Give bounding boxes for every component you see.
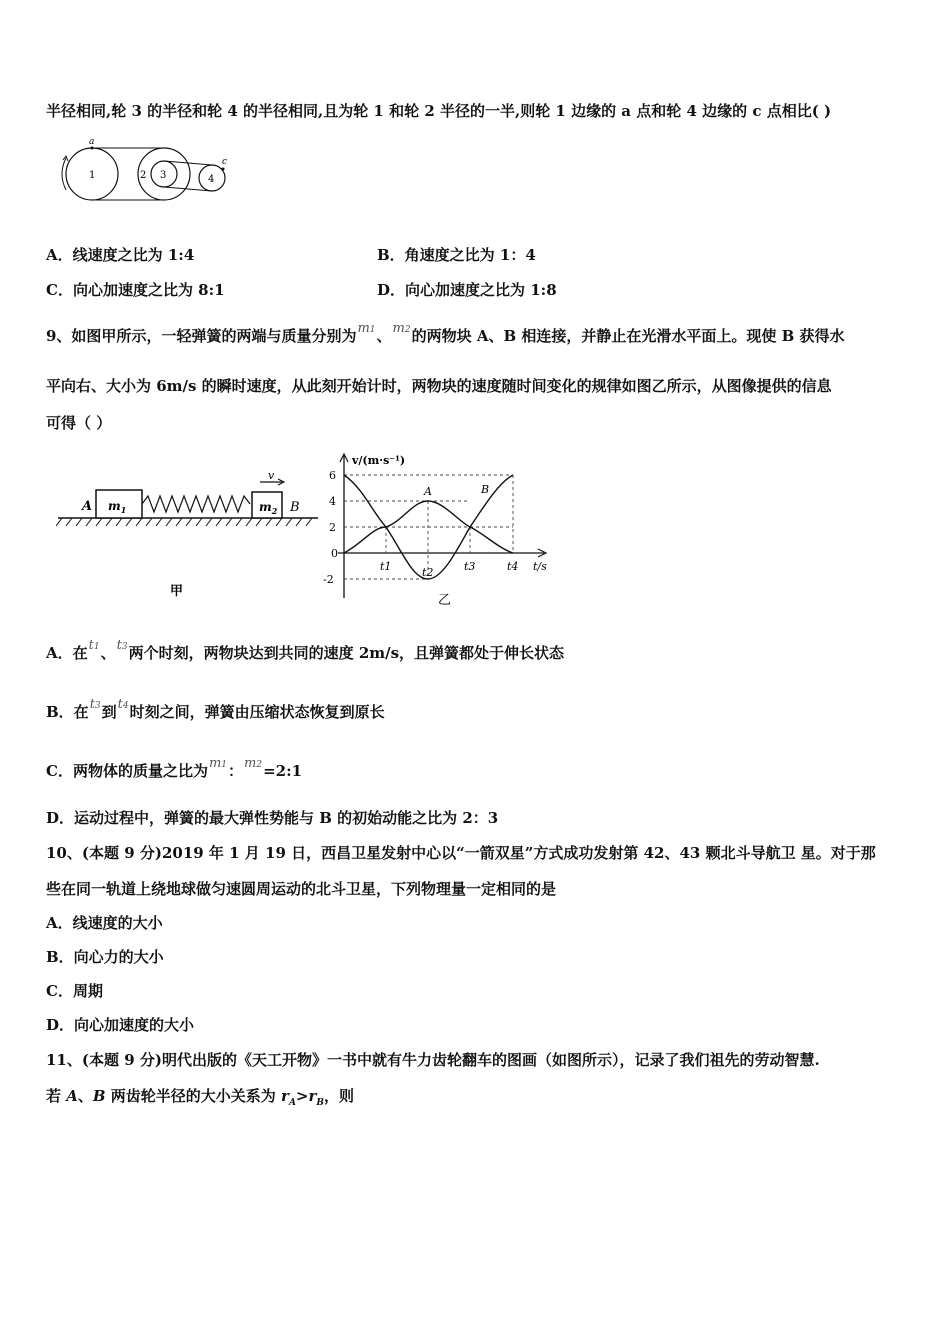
q10-option-c[interactable]: C．周期 (46, 982, 103, 1000)
y-tick-neg2: -2 (323, 573, 334, 586)
q9-stem-line1: 9、如图甲所示，一轻弹簧的两端与质量分别为m1、m2的两物块 A、B 相连接，并静止在光滑水平面上。现使 B 获得水 (46, 321, 845, 345)
label-c: c (222, 157, 228, 167)
x-tick-t2: t2 (422, 566, 434, 579)
q9-stem-line2: 平向右、大小为 6m/s 的瞬时速度，从此刻开始计时，两物块的速度随时间变化的规律如图乙所示，从图像提供的信息 (46, 377, 832, 395)
label-block-b: B (290, 500, 300, 515)
q10-stem-line2: 些在同一轨道上绕地球做匀速圆周运动的北斗卫星，下列物理量一定相同的是 (46, 880, 557, 898)
q9-stem-line3: 可得（ ） (46, 414, 112, 432)
q9-option-a[interactable]: A．在t1、t3两个时刻，两物块达到共同的速度 2m/s，且弹簧都处于伸长状态 (46, 638, 565, 662)
label-wheel-3: 3 (160, 170, 167, 181)
q8-option-a[interactable]: A．线速度之比为 1:4 (46, 246, 195, 264)
curve-b-label: B (481, 483, 490, 496)
caption-yi: 乙 (438, 593, 452, 608)
spring-blocks-figure (56, 470, 322, 610)
q10-option-d[interactable]: D．向心加速度的大小 (46, 1016, 195, 1034)
q11-stem-line2: 若 A、B 两齿轮半径的大小关系为 $r_A>r_B$，则 (46, 1087, 355, 1108)
svg-text:m2: $m_2$ (259, 500, 278, 516)
q10-option-b[interactable]: B．向心力的大小 (46, 948, 164, 966)
y-tick-4: 4 (329, 495, 336, 508)
pulley-figure (52, 136, 242, 206)
label-m2: m (259, 500, 272, 514)
q9-option-c[interactable]: C．两物体的质量之比为m1：m2=2:1 (46, 756, 303, 780)
velocity-time-graph (318, 448, 558, 610)
caption-jia: 甲 (170, 584, 184, 599)
label-wheel-4: 4 (208, 174, 215, 185)
curve-a-label: A (424, 485, 432, 498)
q10-option-a[interactable]: A．线速度的大小 (46, 914, 163, 932)
y-tick-2: 2 (329, 521, 336, 534)
label-wheel-2: 2 (140, 170, 147, 181)
q9-option-d[interactable]: D．运动过程中，弹簧的最大弹性势能与 B 的初始动能之比为 2：3 (46, 809, 499, 827)
q10-stem-line1: 10、(本题 9 分)2019 年 1 月 19 日，西昌卫星发射中心以“一箭双星”方式成功发射第 42、43 颗北斗导航卫 星。对于那 (46, 844, 876, 862)
q8-option-c[interactable]: C．向心加速度之比为 8:1 (46, 281, 225, 299)
label-wheel-1: 1 (89, 170, 96, 181)
label-a: a (89, 137, 95, 147)
x-tick-t3: t3 (464, 560, 476, 573)
q8-option-b[interactable]: B．角速度之比为 1：4 (377, 246, 536, 264)
y-tick-0: 0 (331, 547, 338, 560)
svg-text:m1: $m_1$ (108, 499, 127, 515)
q8-stem: 半径相同,轮 3 的半径和轮 4 的半径相同,且为轮 1 和轮 2 半径的一半,则轮 1 边缘的 a 点和轮 4 边缘的 c 点相比( ) (46, 102, 832, 120)
y-axis-label: v/(m·s⁻¹) (352, 454, 406, 467)
x-tick-t1: t1 (380, 560, 392, 573)
x-axis-label: t/s (533, 560, 547, 573)
q8-option-d[interactable]: D．向心加速度之比为 1:8 (377, 281, 557, 299)
q11-stem-line1: 11、(本题 9 分)明代出版的《天工开物》一书中就有牛力齿轮翻车的图画（如图所示），记录了我们祖先的劳动智慧. (46, 1051, 820, 1069)
label-v: v (268, 470, 275, 482)
q9-option-b[interactable]: B．在t3到t4时刻之间，弹簧由压缩状态恢复到原长 (46, 697, 385, 721)
x-tick-t4: t4 (507, 560, 519, 573)
spring (142, 496, 250, 512)
label-block-a: A (82, 499, 93, 514)
label-m1: m (108, 499, 121, 513)
y-tick-6: 6 (329, 469, 336, 482)
